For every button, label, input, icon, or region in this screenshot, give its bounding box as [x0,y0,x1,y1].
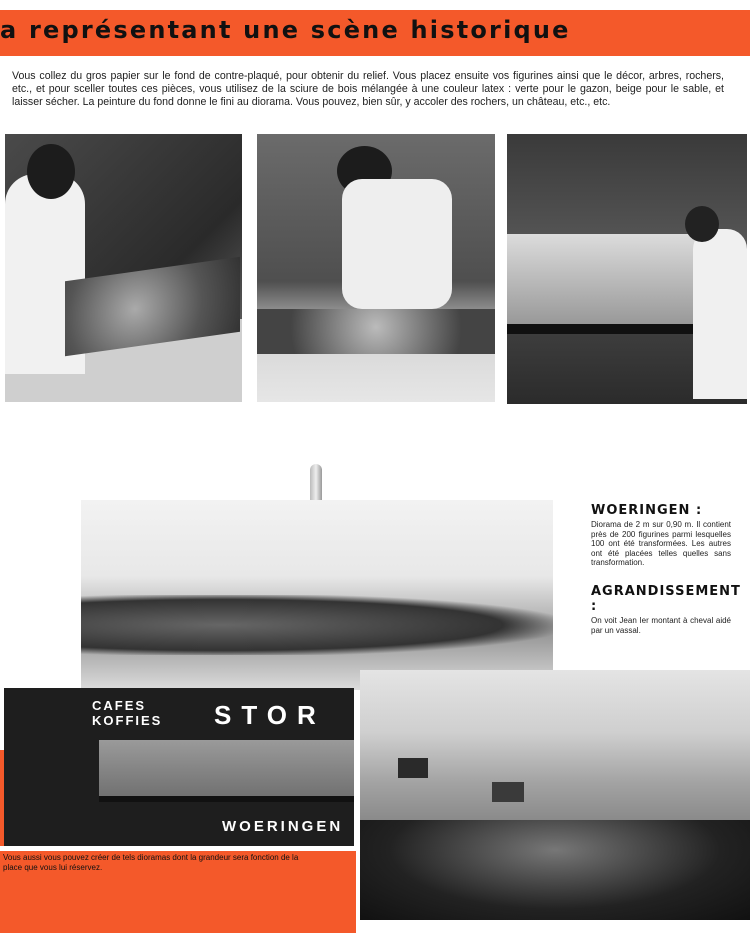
sign-stor: STOR [214,700,326,730]
photo-man-painting-diorama [5,134,242,402]
man-shirt [342,179,452,309]
photo-man-leaning-over-diorama [257,134,495,402]
caption-sidebar [591,503,741,635]
sign-brand-koffies: KOFFIES [92,713,163,728]
photo-woeringen-diorama [81,500,553,690]
table-top [507,324,702,334]
orange-edge-strip [0,750,4,846]
shelf-ledge [99,796,354,802]
woeringen-heading: WOERINGEN : [591,503,703,518]
man-head [685,206,719,242]
diorama-foliage [81,595,553,655]
title-banner [0,10,750,56]
agrandissement-heading: AGRANDISSEMENT : [591,583,741,614]
photo-long-diorama-table [507,134,747,404]
store-display-sign [4,688,354,846]
painted-backdrop [507,234,697,324]
banner-flag-left [398,758,428,778]
footer-text: Vous aussi vous pouvez créer de tels dioramas dont la grandeur sera fonction de la place que vous lui réservez. [3,853,299,872]
battle-figurines [360,820,750,920]
banner-flag-center [492,782,524,802]
photo-enlargement-battle-scene [360,670,750,920]
man-shirt [693,229,747,399]
sign-brand-cafes: CAFES [92,698,147,713]
intro-paragraph: Vous collez du gros papier sur le fond de contre-plaqué, pour obtenir du relief. Vous placez ensuite vos figurines ainsi que le décor, arbres, rochers, etc., et pour sceller toutes ces pièces, vous utilisez de la sciure de bois mélangée à une couleur latex : verte pour le gazon, beige pour le sable, et laisser sécher. La peinture du fond donne le fini au diorama. Vous pouvez, bien sûr, y accoler des rochers, un château, etc., etc. [12,70,724,109]
diorama-foliage [257,309,495,354]
woeringen-text: Diorama de 2 m sur 0,90 m. Il contient près de 200 figurines parmi lesquelles 100 ont été transformées. Les autres ont été placées telles quelles sans transformation. [591,520,731,568]
footer-banner [0,851,356,933]
agrandissement-text: On voit Jean Ier montant à cheval aidé par un vassal. [591,615,731,635]
man-head [27,144,75,199]
page-title: a représentant une scène historique [0,16,571,44]
sign-woeringen: WOERINGEN [222,818,344,835]
figurine-shelf [99,740,354,802]
